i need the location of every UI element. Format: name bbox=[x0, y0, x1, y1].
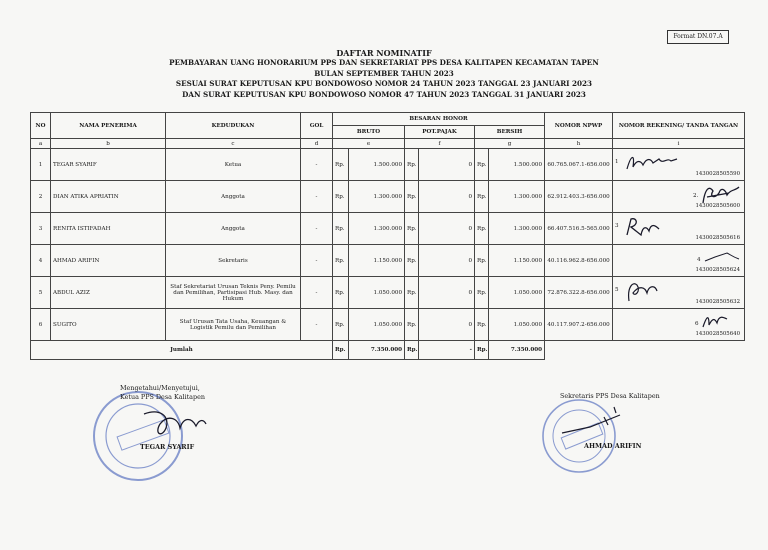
cell-rp-pajak: Rp. bbox=[405, 309, 419, 341]
cell-rp-bersih: Rp. bbox=[475, 309, 489, 341]
cell-kedudukan: Staf Urusan Tata Usaha, Keuangan & Logistik Pemilu dan Pemilihan bbox=[166, 309, 301, 341]
format-label: Format DN.07.A bbox=[667, 30, 729, 44]
header-npwp: NOMOR NPWP bbox=[545, 113, 613, 139]
letter-i: i bbox=[613, 139, 745, 149]
letter-f: f bbox=[405, 139, 475, 149]
cell-npwp: 66.407.516.5-565.000 bbox=[545, 213, 613, 245]
cell-rp-bersih: Rp. bbox=[475, 277, 489, 309]
cell-gol: - bbox=[301, 149, 333, 181]
cell-bruto: 1.050.000 bbox=[349, 277, 405, 309]
cell-pajak: 0 bbox=[419, 245, 475, 277]
cell-npwp: 40.117.907.2-656.000 bbox=[545, 309, 613, 341]
cell-gol: - bbox=[301, 213, 333, 245]
cell-gol: - bbox=[301, 277, 333, 309]
account-number: 1430028505632 bbox=[695, 299, 741, 305]
letter-d: d bbox=[301, 139, 333, 149]
letter-c: c bbox=[166, 139, 301, 149]
account-number: 1430028505616 bbox=[695, 235, 741, 241]
cell-nama: AHMAD ARIFIN bbox=[51, 245, 166, 277]
sign-block-left bbox=[120, 384, 250, 452]
cell-no: 3 bbox=[31, 213, 51, 245]
cell-bruto: 1.500.000 bbox=[349, 149, 405, 181]
sig-number: 5 bbox=[615, 287, 619, 293]
cell-rp-bersih: Rp. bbox=[475, 213, 489, 245]
cell-kedudukan: Anggota bbox=[166, 181, 301, 213]
cell-gol: - bbox=[301, 309, 333, 341]
heading-line-2: PEMBAYARAN UANG HONORARIUM PPS DAN SEKRETARIAT PPS DESA KALITAPEN KECAMATAN TAPEN bbox=[169, 58, 599, 68]
cell-rekening bbox=[613, 181, 745, 213]
account-number: 1430028505600 bbox=[695, 203, 741, 209]
table-row bbox=[31, 277, 745, 309]
cell-gol: - bbox=[301, 181, 333, 213]
cell-rp-bruto: Rp. bbox=[333, 245, 349, 277]
table-row bbox=[31, 181, 745, 213]
cell-rekening bbox=[613, 309, 745, 341]
cell-rp-bruto: Rp. bbox=[333, 309, 349, 341]
cell-no: 4 bbox=[31, 245, 51, 277]
table-row bbox=[31, 213, 745, 245]
cell-npwp: 62.912.403.3-656.000 bbox=[545, 181, 613, 213]
cell-gol: - bbox=[301, 245, 333, 277]
header-nama: NAMA PENERIMA bbox=[51, 113, 166, 139]
account-number: 1430028505624 bbox=[695, 267, 741, 273]
signature-6 bbox=[701, 311, 731, 331]
sig-number: 1 bbox=[615, 159, 619, 165]
cell-rp-bersih: Rp. bbox=[475, 149, 489, 181]
sig-number: 4 bbox=[697, 257, 701, 263]
cell-rp-pajak: Rp. bbox=[405, 181, 419, 213]
total-bersih: 7.350.000 bbox=[489, 341, 545, 360]
signature-4 bbox=[703, 247, 743, 267]
sign-block-right bbox=[560, 392, 690, 451]
total-bruto: 7.350.000 bbox=[349, 341, 405, 360]
cell-bruto: 1.150.000 bbox=[349, 245, 405, 277]
letter-a: a bbox=[31, 139, 51, 149]
table-row bbox=[31, 309, 745, 341]
cell-rp-pajak: Rp. bbox=[405, 277, 419, 309]
sign-right-line1: Sekretaris PPS Desa Kalitapen bbox=[560, 392, 660, 400]
letter-g: g bbox=[475, 139, 545, 149]
heading-line-4: SESUAI SURAT KEPUTUSAN KPU BONDOWOSO NOMOR 24 TAHUN 2023 TANGGAL 23 JANUARI 2023 bbox=[175, 79, 593, 89]
cell-rekening bbox=[613, 277, 745, 309]
cell-no: 1 bbox=[31, 149, 51, 181]
total-row bbox=[31, 341, 745, 360]
signature-3 bbox=[623, 215, 663, 239]
cell-nama: SUGITO bbox=[51, 309, 166, 341]
cell-nama: DIAN ATIKA APRIATIN bbox=[51, 181, 166, 213]
signature-left bbox=[140, 404, 210, 444]
cell-bruto: 1.300.000 bbox=[349, 181, 405, 213]
cell-npwp: 40.116.962.8-656.000 bbox=[545, 245, 613, 277]
header-bruto: BRUTO bbox=[333, 126, 405, 139]
cell-bruto: 1.300.000 bbox=[349, 213, 405, 245]
sign-left-line1: Mengetahui/Menyetujui, bbox=[120, 384, 200, 392]
total-rp-bersih: Rp. bbox=[475, 341, 489, 360]
header-gol: GOL bbox=[301, 113, 333, 139]
sign-left-line2: Ketua PPS Desa Kalitapen bbox=[120, 393, 205, 401]
sign-left-name: TEGAR SYARIF bbox=[140, 443, 195, 451]
cell-pajak: 0 bbox=[419, 149, 475, 181]
cell-rp-bruto: Rp. bbox=[333, 213, 349, 245]
cell-rp-pajak: Rp. bbox=[405, 245, 419, 277]
cell-pajak: 0 bbox=[419, 181, 475, 213]
account-number: 1430028505590 bbox=[695, 171, 741, 177]
cell-rp-bruto: Rp. bbox=[333, 181, 349, 213]
cell-kedudukan: Sekretaris bbox=[166, 245, 301, 277]
signature-1 bbox=[623, 151, 683, 175]
sig-number: 3 bbox=[615, 223, 619, 229]
sig-number: 2. bbox=[693, 193, 699, 199]
heading-line-3: BULAN SEPTEMBER TAHUN 2023 bbox=[314, 68, 454, 78]
heading-line-5: DAN SURAT KEPUTUSAN KPU BONDOWOSO NOMOR 47 TAHUN 2023 TANGGAL 31 JANUARI 2023 bbox=[182, 89, 586, 99]
cell-no: 5 bbox=[31, 277, 51, 309]
heading-title: DAFTAR NOMINATIF bbox=[336, 48, 432, 58]
cell-npwp: 60.765.067.1-656.000 bbox=[545, 149, 613, 181]
header-rekening: NOMOR REKENING/ TANDA TANGAN bbox=[613, 113, 745, 139]
honor-table bbox=[30, 112, 745, 360]
cell-rp-pajak: Rp. bbox=[405, 149, 419, 181]
sign-right-name: AHMAD ARIFIN bbox=[584, 442, 642, 450]
cell-pajak: 0 bbox=[419, 309, 475, 341]
header-kedudukan: KEDUDUKAN bbox=[166, 113, 301, 139]
cell-nama: RENITA ISTIFADAH bbox=[51, 213, 166, 245]
cell-nama: TEGAR SYARIF bbox=[51, 149, 166, 181]
cell-bersih: 1.050.000 bbox=[489, 277, 545, 309]
letter-e: e bbox=[333, 139, 405, 149]
cell-no: 2 bbox=[31, 181, 51, 213]
signature-5 bbox=[623, 279, 663, 305]
cell-npwp: 72.876.322.8-656.000 bbox=[545, 277, 613, 309]
total-rp-bruto: Rp. bbox=[333, 341, 349, 360]
letter-b: b bbox=[51, 139, 166, 149]
cell-nama: ABDUL AZIZ bbox=[51, 277, 166, 309]
cell-bersih: 1.300.000 bbox=[489, 213, 545, 245]
cell-rp-pajak: Rp. bbox=[405, 213, 419, 245]
cell-pajak: 0 bbox=[419, 213, 475, 245]
cell-bersih: 1.050.000 bbox=[489, 309, 545, 341]
total-rp-pajak: Rp. bbox=[405, 341, 419, 360]
cell-rp-bruto: Rp. bbox=[333, 149, 349, 181]
cell-rekening bbox=[613, 245, 745, 277]
cell-rekening bbox=[613, 213, 745, 245]
cell-bruto: 1.050.000 bbox=[349, 309, 405, 341]
header-besaran: BESARAN HONOR bbox=[333, 113, 545, 126]
cell-rekening bbox=[613, 149, 745, 181]
total-pajak: - bbox=[419, 341, 475, 360]
header-bersih: BERSIH bbox=[475, 126, 545, 139]
document-heading bbox=[0, 48, 768, 100]
cell-bersih: 1.150.000 bbox=[489, 245, 545, 277]
total-label: Jumlah bbox=[31, 341, 333, 360]
cell-pajak: 0 bbox=[419, 277, 475, 309]
sig-number: 6 bbox=[695, 321, 699, 327]
cell-rp-bersih: Rp. bbox=[475, 181, 489, 213]
cell-kedudukan: Staf Sekretariat Urusan Teknis Peny. Pemilu dan Pemilihan, Partisipasi Hub. Masy. dan Hukum bbox=[166, 277, 301, 309]
letter-h: h bbox=[545, 139, 613, 149]
cell-kedudukan: Anggota bbox=[166, 213, 301, 245]
cell-bersih: 1.300.000 bbox=[489, 181, 545, 213]
cell-rp-bersih: Rp. bbox=[475, 245, 489, 277]
signature-right bbox=[560, 403, 640, 439]
cell-rp-bruto: Rp. bbox=[333, 277, 349, 309]
cell-kedudukan: Ketua bbox=[166, 149, 301, 181]
cell-no: 6 bbox=[31, 309, 51, 341]
account-number: 1430028505640 bbox=[695, 331, 741, 337]
header-no: NO bbox=[31, 113, 51, 139]
table-row bbox=[31, 149, 745, 181]
table-row bbox=[31, 245, 745, 277]
header-pajak: POT.PAJAK bbox=[405, 126, 475, 139]
cell-bersih: 1.500.000 bbox=[489, 149, 545, 181]
